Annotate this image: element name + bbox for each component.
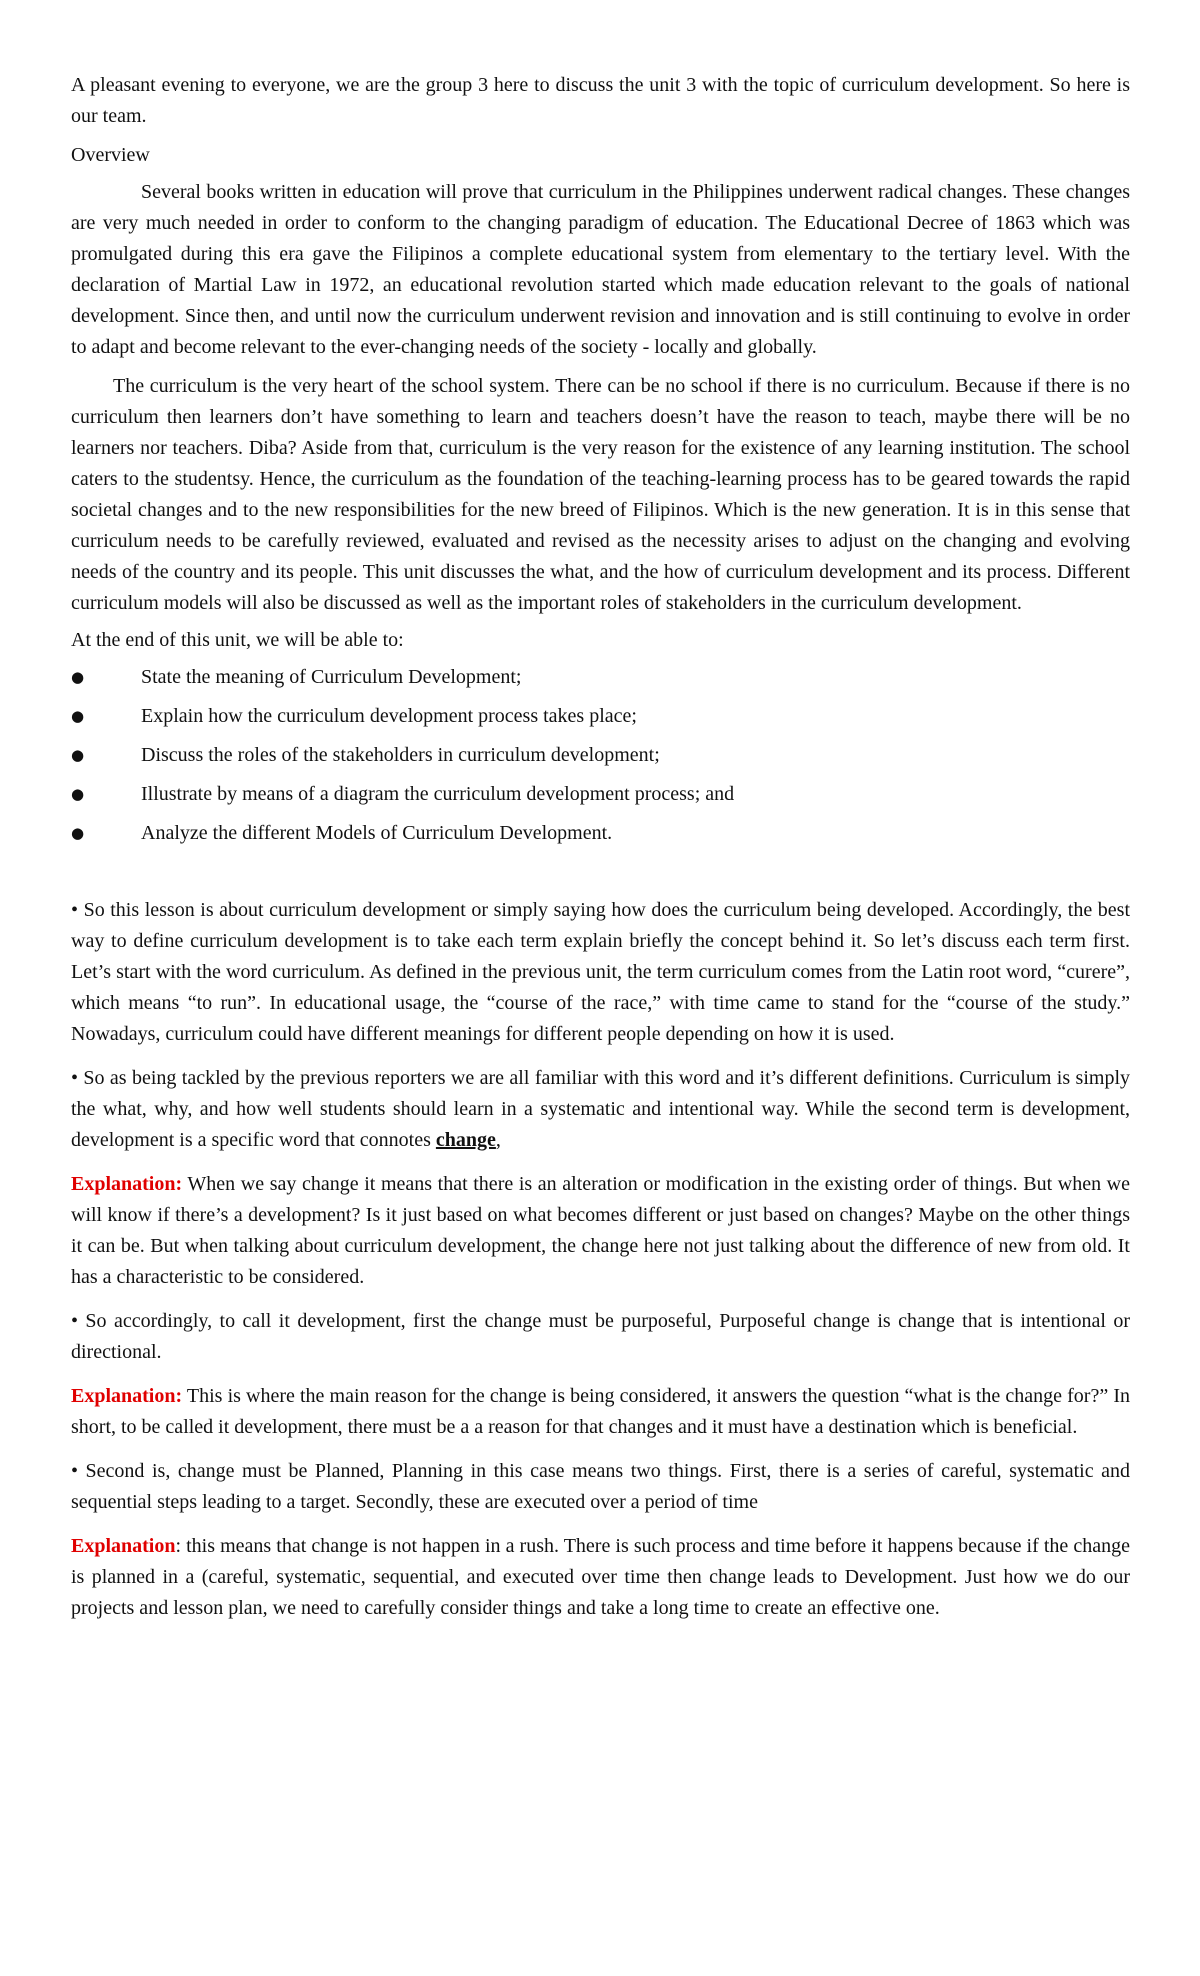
objectives-lead: At the end of this unit, we will be able to:	[71, 629, 404, 651]
lesson-paragraph-development	[71, 1063, 1130, 1156]
objective-item	[71, 818, 1130, 857]
explanation-text: This is where the main reason for the change is being considered, it answers the question “what is the change for?” In short, to be called it development, there must be a a reason for that changes and it must have a destination which is beneficial.	[71, 1385, 1130, 1438]
lesson-paragraph-purposeful: • So accordingly, to call it development, first the change must be purposeful, Purposeful change is change that is intentional or directional.	[71, 1310, 1130, 1363]
explanation-text: : this means that change is not happen in a rush. There is such process and time before it happens because if the change is planned in a (careful, systematic, sequential, and executed over time then change leads to Development. Just how we do our projects and lesson plan, we need to carefully consider things and take a long time to create an effective one.	[71, 1535, 1130, 1619]
explanation-change	[71, 1169, 1130, 1293]
lesson-paragraph-planned: • Second is, change must be Planned, Planning in this case means two things. First, there is a series of careful, systematic and sequential steps leading to a target. Secondly, these are executed over a period of time	[71, 1460, 1130, 1513]
overview-heading: Overview	[71, 144, 150, 166]
overview-paragraph-heart: The curriculum is the very heart of the school system. There can be no school if there is no curriculum. Because if there is no curriculum then learners don’t have something to learn and teachers doesn’t have the reason to teach, maybe there will be no learners nor teachers. Diba? Aside from that, curriculum is the very reason for the existence of any learning institution. The school caters to the studentsy. Hence, the curriculum as the foundation of the teaching-learning process has to be geared towards the rapid societal changes and to the new responsibilities for the new breed of Filipinos. Which is the new generation. It is in this sense that curriculum needs to be carefully reviewed, evaluated and revised as the necessity arises to adjust on the changing and evolving needs of the country and its people. This unit discusses the what, and the how of curriculum development and its process. Different curriculum models will also be discussed as well as the important roles of stakeholders in the curriculum development.	[71, 375, 1130, 614]
bullet-icon: ●	[71, 746, 85, 764]
document-page	[71, 70, 1130, 1637]
objective-item	[71, 779, 1130, 818]
overview-paragraph-history: Several books written in education will prove that curriculum in the Philippines underwent radical changes. These changes are very much needed in order to conform to the changing paradigm of education. The Educational Decree of 1863 which was promulgated during this era gave the Filipinos a complete educational system from elementary to the tertiary level. With the declaration of Martial Law in 1972, an educational revolution started which made education relevant to the goals of national development. Since then, and until now the curriculum underwent revision and innovation and is still continuing to evolve in order to adapt and become relevant to the ever-changing needs of the society - locally and globally.	[71, 181, 1130, 358]
explanation-purposeful	[71, 1381, 1130, 1443]
development-text-end: ,	[495, 1129, 501, 1151]
explanation-label: Explanation:	[71, 1385, 183, 1407]
objective-text: Discuss the roles of the stakeholders in curriculum development;	[141, 744, 660, 766]
explanation-planned	[71, 1531, 1130, 1624]
objective-text: Explain how the curriculum development process takes place;	[141, 705, 637, 727]
objective-text: Analyze the different Models of Curriculum Development.	[141, 822, 613, 844]
bullet-icon: ●	[71, 668, 85, 686]
objectives-list	[71, 662, 1130, 857]
bullet-icon: ●	[71, 707, 85, 725]
explanation-text: When we say change it means that there is an alteration or modification in the existing order of things. But when we will know if there’s a development? Is it just based on what becomes different or just based on changes? Maybe on the other things it can be. But when talking about curriculum development, the change here not just talking about the difference of new from old. It has a characteristic to be considered.	[71, 1173, 1130, 1288]
change-emphasis: change	[435, 1129, 496, 1151]
objective-item	[71, 740, 1130, 779]
bullet-icon: ●	[71, 785, 85, 803]
explanation-label: Explanation	[71, 1535, 176, 1557]
objective-text: Illustrate by means of a diagram the curriculum development process; and	[141, 783, 735, 805]
development-text: • So as being tackled by the previous reporters we are all familiar with this word and it’s different definitions. Curriculum is simply the what, why, and how well students should learn in a systematic and intentional way. While the second term is development, development is a specific word that connotes	[71, 1067, 1130, 1151]
objective-item	[71, 662, 1130, 701]
lesson-paragraph-curriculum: • So this lesson is about curriculum development or simply saying how does the curriculum being developed. Accordingly, the best way to define curriculum development is to take each term explain briefly the concept behind it. So let’s discuss each term first. Let’s start with the word curriculum. As defined in the previous unit, the term curriculum comes from the Latin root word, “curere”, which means “to run”. In educational usage, the “course of the race,” with time came to stand for the “course of the study.” Nowadays, curriculum could have different meanings for different people depending on how it is used.	[71, 899, 1130, 1045]
bullet-icon: ●	[71, 824, 85, 842]
intro-paragraph: A pleasant evening to everyone, we are the group 3 here to discuss the unit 3 with the topic of curriculum development. So here is our team.	[71, 74, 1130, 127]
objective-text: State the meaning of Curriculum Development;	[141, 666, 522, 688]
objective-item	[71, 701, 1130, 740]
explanation-label: Explanation:	[71, 1173, 183, 1195]
